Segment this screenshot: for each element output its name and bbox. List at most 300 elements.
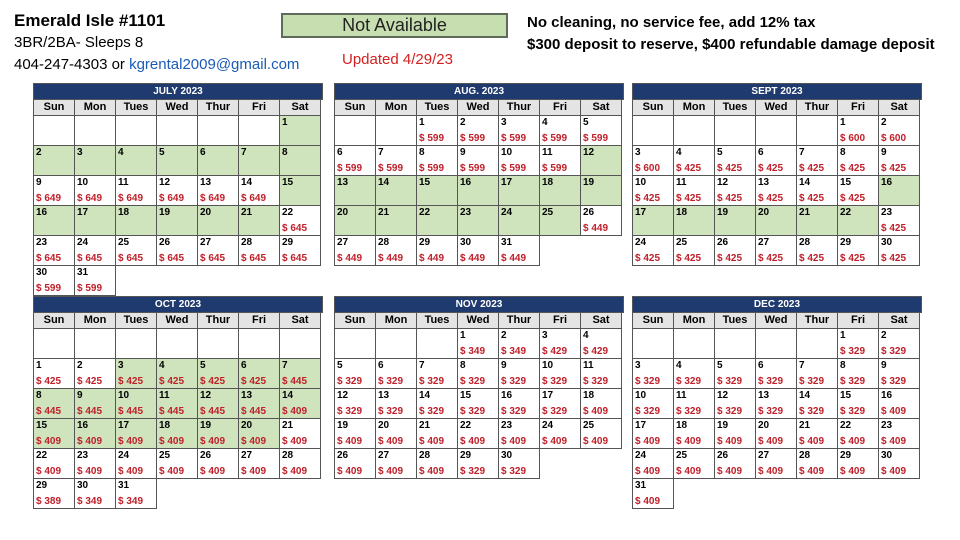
unavailable-day-cell bbox=[75, 146, 116, 176]
unavailable-day-cell bbox=[879, 176, 920, 206]
weekday-header: Thur bbox=[797, 100, 838, 116]
nightly-price: $ 425 bbox=[159, 376, 185, 387]
day-number: 4 bbox=[676, 147, 682, 158]
day-cell bbox=[879, 206, 920, 236]
nightly-price: $ 425 bbox=[200, 376, 226, 387]
day-cell bbox=[581, 389, 622, 419]
day-number: 16 bbox=[881, 177, 893, 188]
day-number: 25 bbox=[583, 420, 595, 431]
day-cell bbox=[280, 206, 321, 236]
day-number: 29 bbox=[282, 237, 294, 248]
nightly-price: $ 349 bbox=[77, 496, 103, 507]
day-cell bbox=[335, 389, 376, 419]
day-number: 7 bbox=[799, 147, 805, 158]
day-number: 7 bbox=[419, 360, 425, 371]
unavailable-day-cell bbox=[116, 419, 157, 449]
nightly-price: $ 409 bbox=[676, 466, 702, 477]
nightly-price: $ 425 bbox=[840, 253, 866, 264]
month-title: AUG. 2023 bbox=[335, 84, 624, 100]
nightly-price: $ 409 bbox=[881, 436, 907, 447]
nightly-price: $ 425 bbox=[799, 253, 825, 264]
nightly-price: $ 645 bbox=[118, 253, 144, 264]
nightly-price: $ 409 bbox=[159, 466, 185, 477]
day-number: 26 bbox=[337, 450, 349, 461]
day-number: 21 bbox=[799, 420, 811, 431]
day-number: 20 bbox=[758, 420, 770, 431]
day-number: 23 bbox=[881, 420, 893, 431]
day-number: 19 bbox=[159, 207, 171, 218]
day-cell bbox=[797, 176, 838, 206]
day-number: 9 bbox=[77, 390, 83, 401]
unavailable-day-cell bbox=[280, 116, 321, 146]
day-number: 16 bbox=[881, 390, 893, 401]
nightly-price: $ 329 bbox=[799, 376, 825, 387]
nightly-price: $ 329 bbox=[337, 376, 363, 387]
weekday-header: Tues bbox=[715, 313, 756, 329]
day-number: 22 bbox=[419, 207, 431, 218]
empty-day-cell bbox=[75, 116, 116, 146]
weekday-header: Fri bbox=[838, 100, 879, 116]
weekday-header: Wed bbox=[458, 313, 499, 329]
day-cell bbox=[198, 176, 239, 206]
day-cell bbox=[417, 236, 458, 266]
unavailable-day-cell bbox=[674, 206, 715, 236]
day-number: 16 bbox=[77, 420, 89, 431]
weekday-header: Thur bbox=[499, 100, 540, 116]
empty-day-cell bbox=[116, 329, 157, 359]
day-number: 4 bbox=[583, 330, 589, 341]
day-cell bbox=[756, 419, 797, 449]
nightly-price: $ 349 bbox=[118, 496, 144, 507]
empty-day-cell bbox=[335, 116, 376, 146]
unavailable-day-cell bbox=[715, 206, 756, 236]
day-number: 27 bbox=[241, 450, 253, 461]
unavailable-day-cell bbox=[116, 389, 157, 419]
day-number: 28 bbox=[282, 450, 294, 461]
weekday-header: Mon bbox=[75, 313, 116, 329]
nightly-price: $ 649 bbox=[77, 193, 103, 204]
nightly-price: $ 409 bbox=[118, 436, 144, 447]
nightly-price: $ 329 bbox=[717, 406, 743, 417]
day-number: 3 bbox=[635, 360, 641, 371]
nightly-price: $ 599 bbox=[542, 163, 568, 174]
day-cell bbox=[540, 146, 581, 176]
nightly-price: $ 329 bbox=[337, 406, 363, 417]
day-number: 23 bbox=[501, 420, 513, 431]
nightly-price: $ 409 bbox=[758, 466, 784, 477]
unavailable-day-cell bbox=[198, 419, 239, 449]
unavailable-day-cell bbox=[581, 146, 622, 176]
day-number: 5 bbox=[337, 360, 343, 371]
day-number: 3 bbox=[118, 360, 124, 371]
day-number: 13 bbox=[200, 177, 212, 188]
weekday-header: Sun bbox=[34, 313, 75, 329]
month-calendar-sept bbox=[632, 83, 922, 266]
day-number: 11 bbox=[676, 390, 687, 401]
day-number: 17 bbox=[635, 420, 647, 431]
unavailable-day-cell bbox=[458, 176, 499, 206]
nightly-price: $ 425 bbox=[676, 163, 702, 174]
day-cell bbox=[633, 236, 674, 266]
day-cell bbox=[540, 359, 581, 389]
nightly-price: $ 445 bbox=[282, 376, 308, 387]
day-number: 8 bbox=[840, 360, 846, 371]
day-number: 29 bbox=[36, 480, 48, 491]
weekday-header: Mon bbox=[376, 313, 417, 329]
day-cell bbox=[75, 236, 116, 266]
weekday-header: Sat bbox=[280, 100, 321, 116]
day-number: 16 bbox=[501, 390, 513, 401]
nightly-price: $ 409 bbox=[717, 436, 743, 447]
deposit-note: $300 deposit to reserve, $400 refundable damage deposit bbox=[527, 36, 935, 53]
day-number: 5 bbox=[717, 147, 723, 158]
nightly-price: $ 425 bbox=[676, 193, 702, 204]
nightly-price: $ 409 bbox=[282, 436, 308, 447]
day-cell bbox=[715, 176, 756, 206]
nightly-price: $ 425 bbox=[717, 193, 743, 204]
nightly-price: $ 329 bbox=[419, 406, 445, 417]
day-number: 19 bbox=[717, 207, 729, 218]
day-cell bbox=[715, 146, 756, 176]
day-number: 31 bbox=[77, 267, 89, 278]
day-number: 10 bbox=[635, 390, 647, 401]
nightly-price: $ 409 bbox=[717, 466, 743, 477]
nightly-price: $ 445 bbox=[159, 406, 185, 417]
day-number: 14 bbox=[282, 390, 294, 401]
nightly-price: $ 600 bbox=[635, 163, 661, 174]
day-number: 23 bbox=[77, 450, 89, 461]
nightly-price: $ 349 bbox=[460, 346, 486, 357]
unavailable-day-cell bbox=[116, 359, 157, 389]
day-number: 18 bbox=[542, 177, 554, 188]
nightly-price: $ 409 bbox=[337, 436, 363, 447]
nightly-price: $ 409 bbox=[36, 436, 62, 447]
day-number: 27 bbox=[378, 450, 390, 461]
nightly-price: $ 445 bbox=[77, 406, 103, 417]
nightly-price: $ 329 bbox=[419, 376, 445, 387]
day-cell bbox=[674, 359, 715, 389]
day-number: 28 bbox=[419, 450, 431, 461]
calendar-grid bbox=[335, 100, 624, 266]
day-cell bbox=[838, 176, 879, 206]
empty-day-cell bbox=[376, 329, 417, 359]
day-cell bbox=[239, 236, 280, 266]
day-number: 1 bbox=[840, 330, 846, 341]
nightly-price: $ 425 bbox=[758, 163, 784, 174]
day-number: 28 bbox=[799, 237, 811, 248]
nightly-price: $ 425 bbox=[36, 376, 62, 387]
nightly-price: $ 425 bbox=[118, 376, 144, 387]
nightly-price: $ 425 bbox=[881, 163, 907, 174]
nightly-price: $ 409 bbox=[200, 466, 226, 477]
nightly-price: $ 425 bbox=[799, 193, 825, 204]
empty-day-cell bbox=[34, 329, 75, 359]
nightly-price: $ 425 bbox=[758, 193, 784, 204]
day-number: 11 bbox=[542, 147, 553, 158]
unavailable-day-cell bbox=[157, 389, 198, 419]
day-cell bbox=[581, 329, 622, 359]
nightly-price: $ 599 bbox=[460, 133, 486, 144]
day-cell bbox=[75, 266, 116, 296]
unavailable-day-cell bbox=[280, 146, 321, 176]
day-number: 6 bbox=[758, 147, 764, 158]
day-cell bbox=[198, 449, 239, 479]
day-number: 9 bbox=[881, 147, 887, 158]
day-number: 29 bbox=[460, 450, 472, 461]
day-number: 6 bbox=[378, 360, 384, 371]
unavailable-day-cell bbox=[458, 206, 499, 236]
nightly-price: $ 329 bbox=[635, 376, 661, 387]
nightly-price: $ 409 bbox=[241, 466, 267, 477]
empty-day-cell bbox=[417, 329, 458, 359]
day-number: 31 bbox=[501, 237, 513, 248]
day-number: 2 bbox=[460, 117, 466, 128]
day-number: 18 bbox=[583, 390, 595, 401]
day-cell bbox=[417, 359, 458, 389]
day-number: 7 bbox=[241, 147, 247, 158]
nightly-price: $ 599 bbox=[337, 163, 363, 174]
day-cell bbox=[34, 176, 75, 206]
day-number: 2 bbox=[881, 330, 887, 341]
nightly-price: $ 449 bbox=[460, 253, 486, 264]
day-number: 17 bbox=[77, 207, 89, 218]
day-cell bbox=[376, 389, 417, 419]
day-number: 3 bbox=[635, 147, 641, 158]
day-number: 2 bbox=[36, 147, 42, 158]
empty-day-cell bbox=[75, 329, 116, 359]
calendar-grid bbox=[34, 313, 323, 509]
weekday-header: Mon bbox=[674, 100, 715, 116]
weekday-header: Sat bbox=[879, 100, 920, 116]
day-cell bbox=[674, 236, 715, 266]
contact-line bbox=[14, 54, 299, 76]
contact-phone: 404-247-4303 or bbox=[14, 56, 130, 73]
day-cell bbox=[797, 419, 838, 449]
empty-day-cell bbox=[797, 329, 838, 359]
day-number: 10 bbox=[77, 177, 89, 188]
day-cell bbox=[376, 146, 417, 176]
empty-day-cell bbox=[715, 329, 756, 359]
unavailable-day-cell bbox=[198, 359, 239, 389]
day-number: 30 bbox=[881, 237, 893, 248]
day-cell bbox=[499, 236, 540, 266]
day-cell bbox=[75, 359, 116, 389]
empty-day-cell bbox=[674, 329, 715, 359]
day-cell bbox=[633, 146, 674, 176]
day-number: 24 bbox=[635, 237, 647, 248]
day-number: 24 bbox=[542, 420, 554, 431]
weekday-header: Tues bbox=[417, 313, 458, 329]
unavailable-day-cell bbox=[797, 206, 838, 236]
day-number: 3 bbox=[542, 330, 548, 341]
day-number: 8 bbox=[282, 147, 288, 158]
unavailable-day-cell bbox=[499, 176, 540, 206]
day-number: 22 bbox=[840, 207, 852, 218]
day-cell bbox=[756, 236, 797, 266]
day-number: 19 bbox=[583, 177, 595, 188]
nightly-price: $ 329 bbox=[717, 376, 743, 387]
day-number: 5 bbox=[583, 117, 589, 128]
unavailable-day-cell bbox=[633, 206, 674, 236]
day-number: 26 bbox=[200, 450, 212, 461]
unavailable-day-cell bbox=[499, 206, 540, 236]
day-cell bbox=[417, 146, 458, 176]
day-number: 25 bbox=[676, 450, 688, 461]
day-cell bbox=[581, 116, 622, 146]
day-cell bbox=[797, 359, 838, 389]
nightly-price: $ 425 bbox=[799, 163, 825, 174]
nightly-price: $ 329 bbox=[676, 376, 702, 387]
empty-day-cell bbox=[756, 329, 797, 359]
day-cell bbox=[116, 449, 157, 479]
day-number: 6 bbox=[758, 360, 764, 371]
weekday-header: Wed bbox=[157, 100, 198, 116]
day-cell bbox=[756, 389, 797, 419]
day-number: 8 bbox=[36, 390, 42, 401]
day-number: 10 bbox=[501, 147, 513, 158]
day-number: 28 bbox=[378, 237, 390, 248]
day-number: 12 bbox=[337, 390, 349, 401]
day-number: 24 bbox=[118, 450, 130, 461]
day-number: 19 bbox=[200, 420, 212, 431]
nightly-price: $ 425 bbox=[717, 253, 743, 264]
nightly-price: $ 409 bbox=[419, 436, 445, 447]
day-number: 24 bbox=[501, 207, 513, 218]
unavailable-day-cell bbox=[239, 359, 280, 389]
day-cell bbox=[581, 359, 622, 389]
unavailable-day-cell bbox=[198, 206, 239, 236]
weekday-header: Sat bbox=[280, 313, 321, 329]
day-number: 9 bbox=[460, 147, 466, 158]
day-cell bbox=[335, 236, 376, 266]
calendar-grid bbox=[633, 100, 922, 266]
day-number: 9 bbox=[501, 360, 507, 371]
empty-day-cell bbox=[198, 329, 239, 359]
day-cell bbox=[75, 176, 116, 206]
day-number: 11 bbox=[118, 177, 129, 188]
day-number: 5 bbox=[717, 360, 723, 371]
day-number: 29 bbox=[840, 450, 852, 461]
day-number: 12 bbox=[159, 177, 171, 188]
nightly-price: $ 649 bbox=[200, 193, 226, 204]
day-number: 16 bbox=[460, 177, 472, 188]
nightly-price: $ 409 bbox=[758, 436, 784, 447]
weekday-header: Sun bbox=[34, 100, 75, 116]
unavailable-day-cell bbox=[280, 176, 321, 206]
nightly-price: $ 409 bbox=[799, 436, 825, 447]
unavailable-day-cell bbox=[756, 206, 797, 236]
day-number: 17 bbox=[542, 390, 554, 401]
unavailable-day-cell bbox=[239, 389, 280, 419]
day-number: 9 bbox=[36, 177, 42, 188]
unavailable-day-cell bbox=[280, 359, 321, 389]
nightly-price: $ 409 bbox=[881, 406, 907, 417]
day-number: 26 bbox=[717, 237, 729, 248]
unavailable-day-cell bbox=[157, 419, 198, 449]
day-cell bbox=[674, 176, 715, 206]
day-number: 3 bbox=[501, 117, 507, 128]
nightly-price: $ 329 bbox=[501, 466, 527, 477]
nightly-price: $ 409 bbox=[118, 466, 144, 477]
weekday-header: Tues bbox=[417, 100, 458, 116]
nightly-price: $ 329 bbox=[881, 376, 907, 387]
day-cell bbox=[879, 116, 920, 146]
unavailable-day-cell bbox=[34, 389, 75, 419]
weekday-header: Sun bbox=[633, 313, 674, 329]
day-number: 7 bbox=[378, 147, 384, 158]
day-number: 18 bbox=[676, 207, 688, 218]
day-number: 14 bbox=[799, 390, 811, 401]
nightly-price: $ 599 bbox=[419, 163, 445, 174]
day-cell bbox=[458, 146, 499, 176]
day-number: 18 bbox=[159, 420, 171, 431]
empty-day-cell bbox=[198, 116, 239, 146]
nightly-price: $ 425 bbox=[241, 376, 267, 387]
day-number: 8 bbox=[419, 147, 425, 158]
nightly-price: $ 449 bbox=[378, 253, 404, 264]
empty-day-cell bbox=[674, 116, 715, 146]
day-number: 22 bbox=[460, 420, 472, 431]
day-cell bbox=[674, 449, 715, 479]
day-number: 15 bbox=[460, 390, 472, 401]
day-cell bbox=[458, 419, 499, 449]
nightly-price: $ 409 bbox=[635, 466, 661, 477]
nightly-price: $ 599 bbox=[583, 133, 609, 144]
nightly-price: $ 409 bbox=[200, 436, 226, 447]
day-number: 8 bbox=[460, 360, 466, 371]
day-cell bbox=[797, 389, 838, 419]
weekday-header: Fri bbox=[540, 100, 581, 116]
day-cell bbox=[674, 146, 715, 176]
contact-email-link[interactable]: kgrental2009@gmail.com bbox=[129, 56, 300, 73]
nightly-price: $ 409 bbox=[881, 466, 907, 477]
nightly-price: $ 409 bbox=[676, 436, 702, 447]
nightly-price: $ 649 bbox=[118, 193, 144, 204]
unavailable-day-cell bbox=[239, 419, 280, 449]
day-number: 13 bbox=[337, 177, 349, 188]
unavailable-day-cell bbox=[34, 419, 75, 449]
day-number: 1 bbox=[282, 117, 288, 128]
day-number: 7 bbox=[799, 360, 805, 371]
nightly-price: $ 329 bbox=[840, 346, 866, 357]
day-cell bbox=[879, 236, 920, 266]
empty-day-cell bbox=[157, 329, 198, 359]
day-cell bbox=[674, 419, 715, 449]
empty-day-cell bbox=[280, 329, 321, 359]
day-cell bbox=[838, 146, 879, 176]
unavailable-day-cell bbox=[157, 359, 198, 389]
empty-day-cell bbox=[633, 329, 674, 359]
nightly-price: $ 599 bbox=[460, 163, 486, 174]
calendar-grid bbox=[335, 313, 624, 479]
day-number: 4 bbox=[542, 117, 548, 128]
day-number: 30 bbox=[501, 450, 513, 461]
weekday-header: Tues bbox=[116, 100, 157, 116]
day-cell bbox=[715, 419, 756, 449]
day-number: 20 bbox=[200, 207, 212, 218]
weekday-header: Thur bbox=[198, 313, 239, 329]
day-cell bbox=[715, 236, 756, 266]
day-cell bbox=[838, 359, 879, 389]
weekday-header: Thur bbox=[198, 100, 239, 116]
day-number: 2 bbox=[881, 117, 887, 128]
day-number: 13 bbox=[758, 177, 770, 188]
day-number: 12 bbox=[717, 390, 729, 401]
day-number: 30 bbox=[77, 480, 89, 491]
day-cell bbox=[335, 419, 376, 449]
day-cell bbox=[715, 389, 756, 419]
nightly-price: $ 599 bbox=[77, 283, 103, 294]
